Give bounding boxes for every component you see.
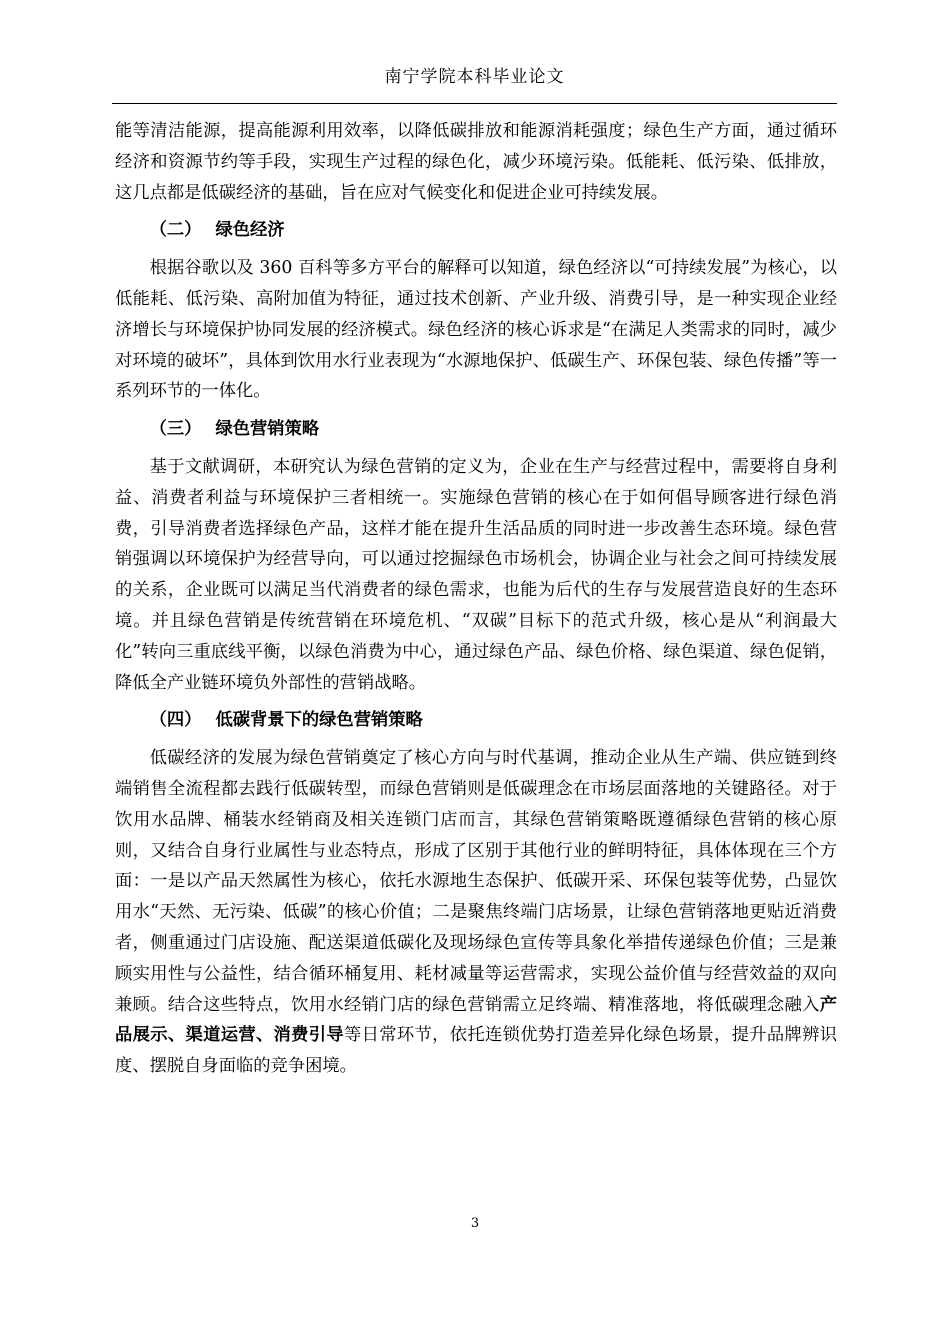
header-divider: [112, 103, 837, 104]
bold-emphasis: 产品展示、渠道运营、消费引导: [115, 994, 837, 1046]
paragraph-text: 低碳经济的发展为绿色营销奠定了核心方向与时代基调，推动企业从生产端、供应链到终端销售全流程都去践行低碳转型，而绿色营销则是低碳理念在市场层面落地的关键路径。对于饮用水品牌、桶装水经销商及相关连锁门店而言，其绿色营销策略既遵循绿色营销的核心原则，又结合自身行业属性与业态特点，形成了区别于其他行业的鲜明特征，具体体现在三个方面：一是以产品天然属性为核心，依托水源地生态保护、低碳开采、环保包装等优势，凸显饮用水“天然、无污染、低碳”的核心价值；二是聚焦终端门店场景，让绿色营销落地更贴近消费者，侧重通过门店设施、配送渠道低碳化及现场绿色宣传等具象化举措传递绿色价值；三是兼顾实用性与公益性，结合循环桶复用、耗材减量等运营需求，实现公益价值与经营效益的双向兼顾。结合这些特点，饮用水经销门店的绿色营销需立足终端、精准落地，将低碳理念融入: [115, 748, 837, 1015]
section-number: （四）: [149, 710, 202, 731]
section-title: 绿色经济: [215, 220, 285, 241]
document-body: [115, 116, 837, 1082]
section-title: 低碳背景下的绿色营销策略: [215, 710, 423, 731]
section-3-paragraph: 基于文献调研，本研究认为绿色营销的定义为，企业在生产与经营过程中，需要将自身利益、消费者利益与环境保护三者相统一。实施绿色营销的核心在于如何倡导顾客进行绿色消费，引导消费者选择绿色产品，这样才能在提升生活品质的同时进一步改善生态环境。绿色营销强调以环境保护为经营导向，可以通过挖掘绿色市场机会，协调企业与社会之间可持续发展的关系，企业既可以满足当代消费者的绿色需求，也能为后代的生存与发展营造良好的生态环境。并且绿色营销是传统营销在环境危机、“双碳”目标下的范式升级，核心是从“利润最大化”转向三重底线平衡，以绿色消费为中心，通过绿色产品、绿色价格、绿色渠道、绿色促销，降低全产业链环境负外部性的营销战略。: [115, 456, 837, 693]
section-number: （二）: [149, 220, 202, 241]
section-2-paragraph: 根据谷歌以及 360 百科等多方平台的解释可以知道，绿色经济以“可持续发展”为核心，以低能耗、低污染、高附加值为特征，通过技术创新、产业升级、消费引导，是一种实现企业经济增长与环境保护协同发展的经济模式。绿色经济的核心诉求是“在满足人类需求的同时，减少对环境的破坏”，具体到饮用水行业表现为“水源地保护、低碳生产、环保包装、绿色传播”等一系列环节的一体化。: [115, 258, 837, 402]
page-number: 3: [470, 1216, 480, 1231]
section-4-paragraph: [115, 743, 837, 1082]
page-header-title: 南宁学院本科毕业论文: [384, 67, 565, 87]
section-number: （三）: [149, 419, 202, 440]
paragraph-text: 等日常环节，依托连锁优势打造差异化绿色场景，提升品牌辨识度、摆脱自身面临的竞争困境。: [115, 1025, 837, 1077]
section-heading-3: [115, 407, 837, 452]
continued-paragraph: 能等清洁能源，提高能源利用效率，以降低碳排放和能源消耗强度；绿色生产方面，通过循环经济和资源节约等手段，实现生产过程的绿色化，减少环境污染。低能耗、低污染、低排放，这几点都是低碳经济的基础，旨在应对气候变化和促进企业可持续发展。: [115, 121, 837, 203]
section-heading-2: [115, 208, 837, 253]
section-title: 绿色营销策略: [215, 419, 320, 440]
section-heading-4: [115, 698, 837, 743]
